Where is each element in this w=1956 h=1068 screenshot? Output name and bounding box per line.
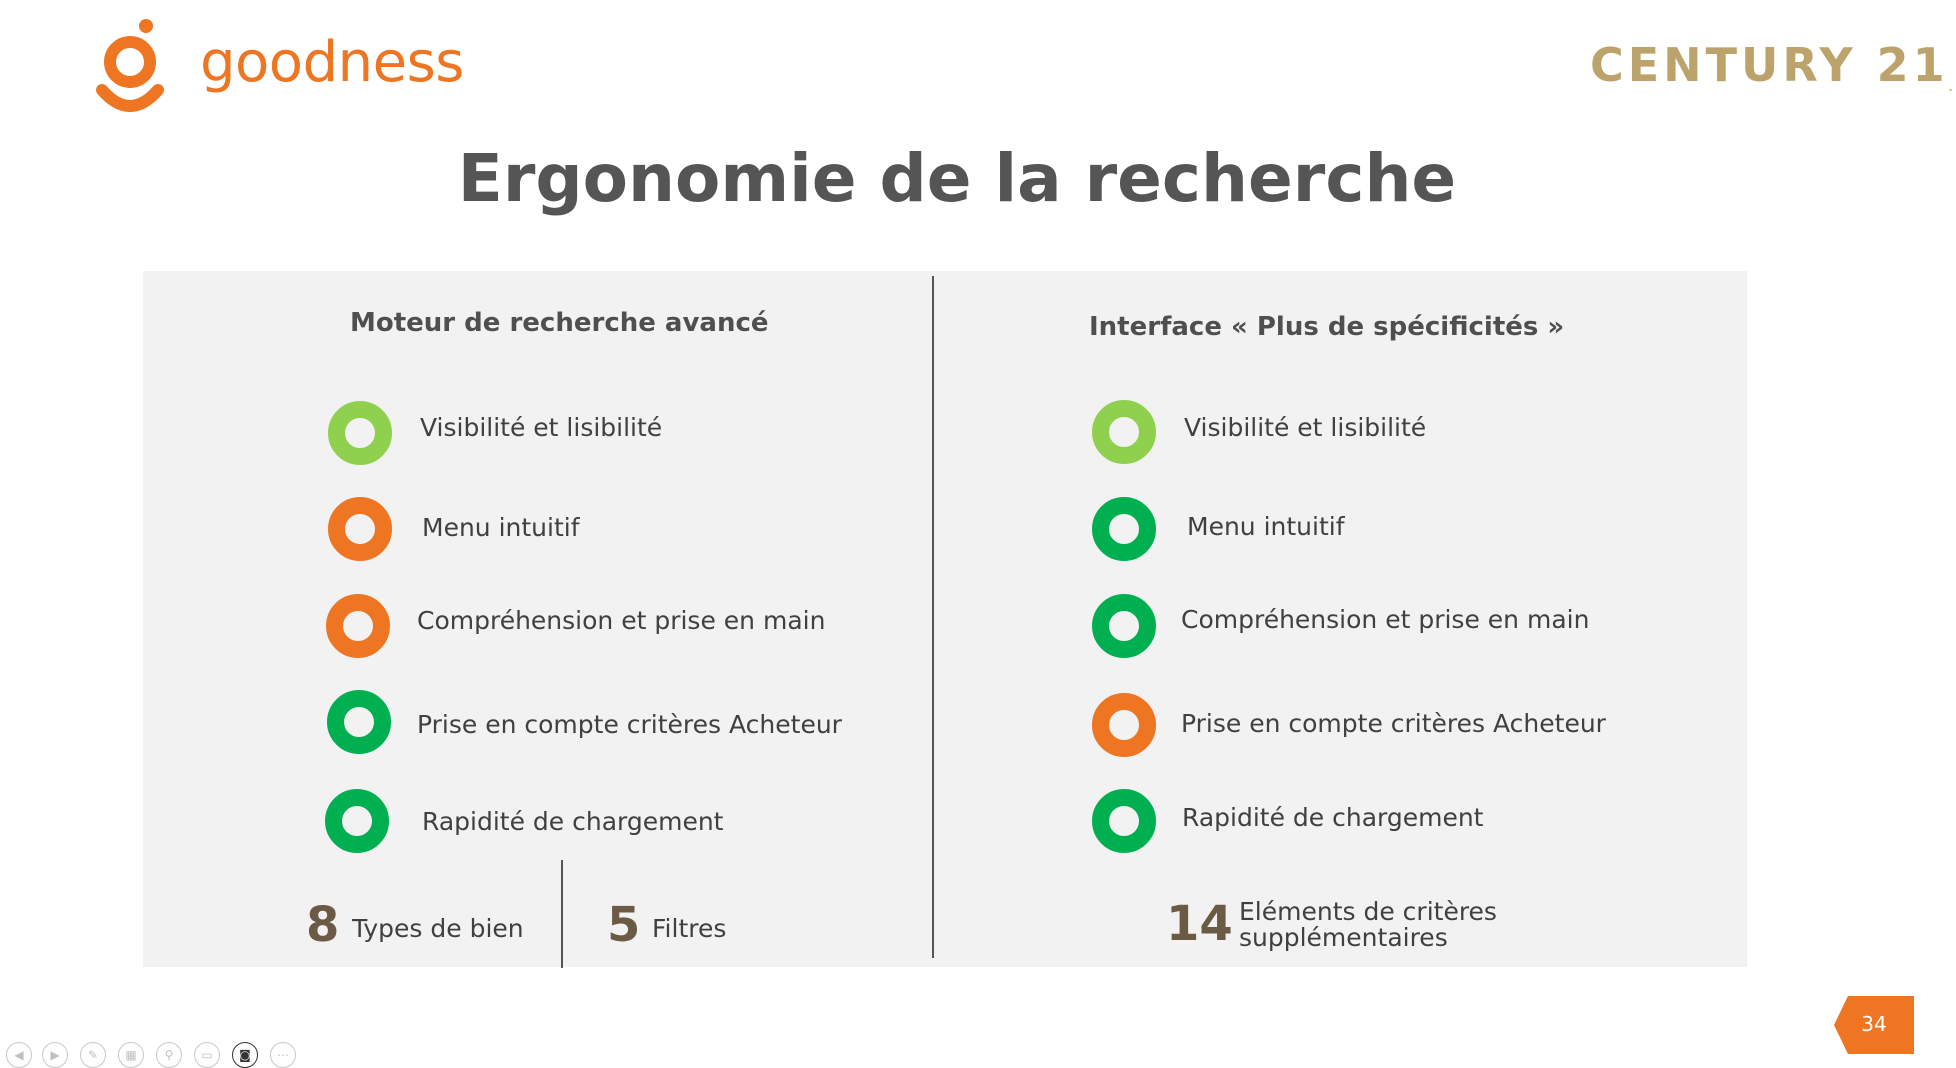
left-criterion-2: Menu intuitif (422, 513, 580, 542)
right-stat-label-line2: supplémentaires (1239, 923, 1448, 952)
camera-icon[interactable]: ◙ (232, 1042, 258, 1068)
goodness-logo-text: goodness (200, 30, 464, 95)
right-stat-number: 14 (1166, 896, 1233, 952)
column-divider (932, 276, 934, 958)
subtitles-icon[interactable]: ▭ (194, 1042, 220, 1068)
more-icon[interactable]: ⋯ (270, 1042, 296, 1068)
right-status-icon-4 (1092, 693, 1156, 757)
left-status-icon-2 (328, 497, 392, 561)
left-stat-label-2: Filtres (652, 914, 727, 943)
left-status-icon-5 (325, 789, 389, 853)
right-criterion-5: Rapidité de chargement (1182, 803, 1484, 832)
left-criterion-1: Visibilité et lisibilité (420, 413, 663, 442)
left-criterion-5: Rapidité de chargement (422, 807, 724, 836)
right-status-icon-5 (1092, 789, 1156, 853)
left-criterion-4: Prise en compte critères Acheteur (417, 710, 842, 739)
right-status-icon-3 (1092, 594, 1156, 658)
left-status-icon-3 (326, 594, 390, 658)
brand-name: CENTURY 21 (1590, 38, 1949, 92)
page-title: Ergonomie de la recherche (457, 140, 1457, 217)
right-status-icon-2 (1092, 497, 1156, 561)
left-status-icon-4 (327, 690, 391, 754)
previous-icon[interactable]: ◀ (6, 1042, 32, 1068)
next-icon[interactable]: ▶ (42, 1042, 68, 1068)
page-number: 34 (1861, 1012, 1887, 1036)
left-status-icon-1 (328, 401, 392, 465)
left-stat-number-2: 5 (607, 897, 641, 953)
right-criterion-2: Menu intuitif (1187, 512, 1345, 541)
right-criterion-1: Visibilité et lisibilité (1184, 413, 1427, 442)
left-criterion-3: Compréhension et prise en main (417, 606, 826, 635)
brand-suffix: . (1948, 83, 1956, 95)
right-stat-label-line1: Eléments de critères (1239, 897, 1497, 926)
left-stat-label-1: Types de bien (352, 914, 524, 943)
pen-icon[interactable]: ✎ (80, 1042, 106, 1068)
left-column-title: Moteur de recherche avancé (350, 308, 769, 338)
right-column-title: Interface « Plus de spécificités » (1089, 312, 1565, 342)
zoom-icon[interactable]: ⚲ (156, 1042, 182, 1068)
slides-icon[interactable]: ▦ (118, 1042, 144, 1068)
stats-divider (561, 860, 563, 968)
right-status-icon-1 (1092, 400, 1156, 464)
right-criterion-4: Prise en compte critères Acheteur (1181, 709, 1606, 738)
right-criterion-3: Compréhension et prise en main (1181, 605, 1590, 634)
century21-logo (1590, 38, 1956, 94)
left-stat-number-1: 8 (306, 897, 340, 953)
goodness-logo-icon (96, 18, 166, 122)
